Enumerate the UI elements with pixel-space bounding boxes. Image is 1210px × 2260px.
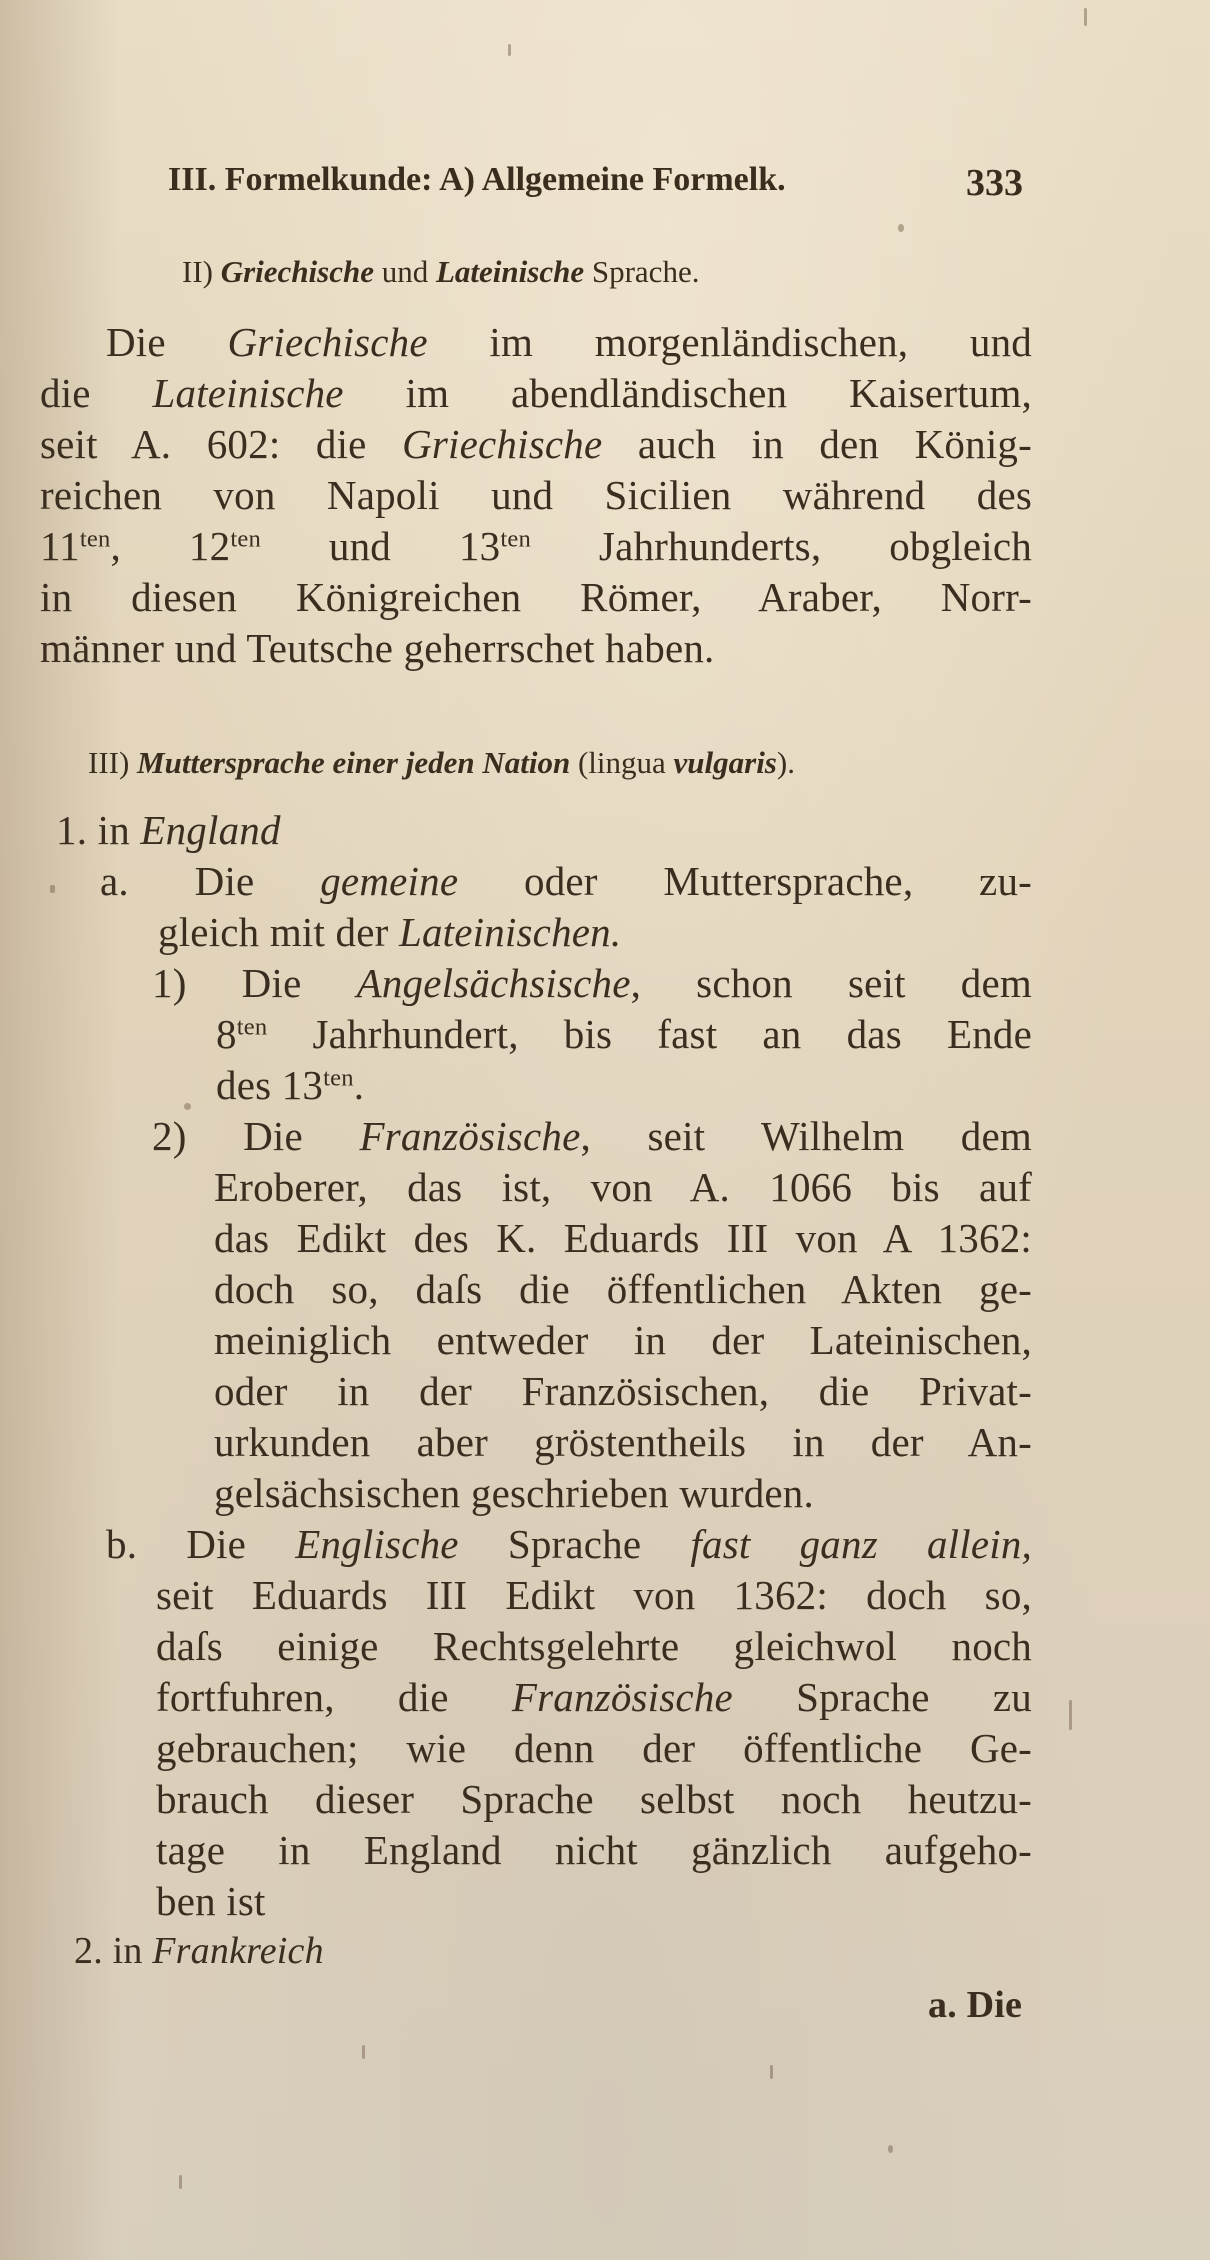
text-line: [214, 1164, 1032, 1210]
text: das Edikt des K. Eduards III von A 1362:: [214, 1215, 1032, 1261]
text-line: [158, 909, 622, 955]
heading-italic: Lateinische: [436, 254, 585, 289]
text-line: [100, 858, 1033, 904]
paper-speck: [179, 2175, 182, 2189]
list-item-england: [56, 807, 281, 853]
italic-text: fast ganz allein,: [690, 1521, 1032, 1567]
text: Jahrhunderts, obgleich: [531, 523, 1032, 569]
section-heading-ii: [182, 256, 699, 287]
text: tage in England nicht gänzlich aufgeho-: [156, 1827, 1032, 1873]
catchword: [928, 1986, 1022, 2024]
page-number-text: 333: [966, 162, 1023, 204]
heading-italic: Muttersprache einer jeden Nation: [137, 745, 571, 780]
italic-text: Griechische: [402, 421, 603, 467]
text: Jahrhundert, bis fast an das Ende: [267, 1011, 1032, 1057]
paper-speck: [1069, 1700, 1072, 1730]
text: und: [260, 523, 459, 569]
ordinal-number: 11: [40, 523, 80, 569]
section-label: III): [88, 745, 130, 780]
text-line: [156, 1776, 1032, 1822]
italic-text: Frankreich: [152, 1930, 324, 1972]
text: gelsächsischen geschrieben wurden.: [214, 1470, 814, 1516]
text: gleich mit der: [158, 909, 399, 955]
text: gebrauchen; wie denn der öffentliche Ge-: [156, 1725, 1032, 1771]
text: ,: [110, 523, 189, 569]
text: 2) Die: [152, 1113, 360, 1159]
paper-speck: [770, 2065, 773, 2079]
text-line: [106, 319, 1033, 365]
text-line: [40, 625, 715, 671]
text-line: [156, 1878, 266, 1924]
text-line: [40, 421, 1032, 467]
text: oder Muttersprache, zu-: [458, 858, 1033, 904]
text-line: [156, 1725, 1032, 1771]
text-line: [152, 960, 1032, 1006]
text: 1) Die: [152, 960, 357, 1006]
text: in diesen Königreichen Römer, Araber, Norr-: [40, 574, 1032, 620]
text: brauch dieser Sprache selbst noch heutzu-: [156, 1776, 1032, 1822]
text: b. Die: [106, 1521, 296, 1567]
text-line: [216, 1011, 1032, 1057]
text-line: [214, 1215, 1032, 1261]
page-number: [966, 164, 1023, 202]
section-label: II): [182, 254, 213, 289]
heading-text: ).: [776, 745, 795, 780]
ordinal-number: 8: [216, 1011, 237, 1057]
text: seit Eduards III Edikt von 1362: doch so,: [156, 1572, 1032, 1618]
text: Sprache zu: [732, 1674, 1032, 1720]
heading-text: und: [381, 254, 429, 289]
heading-text: (lingua: [570, 745, 674, 780]
text-line: [156, 1674, 1032, 1720]
ordinal-number: 12: [188, 523, 231, 569]
text-line: [40, 472, 1032, 518]
paper-speck: [508, 44, 511, 56]
paper-speck: [1084, 8, 1087, 26]
text: ben ist: [156, 1878, 266, 1924]
text: urkunden aber gröstentheils in der An-: [214, 1419, 1032, 1465]
text-line: [156, 1572, 1032, 1618]
italic-text: Englische: [295, 1521, 459, 1567]
text: oder in der Französischen, die Privat-: [214, 1368, 1032, 1414]
text: reichen von Napoli und Sicilien während des: [40, 472, 1032, 518]
italic-text: gemeine: [320, 858, 459, 904]
paper-speck: [184, 1103, 191, 1110]
italic-text: Lateinischen.: [398, 909, 622, 955]
italic-text: England: [140, 807, 281, 853]
ordinal-number: 13: [281, 1062, 324, 1108]
text-line: [156, 1827, 1032, 1873]
italic-text: Angelsächsische: [356, 960, 631, 1006]
italic-text: Französische: [511, 1674, 733, 1720]
italic-text: Lateinische: [152, 370, 344, 416]
ordinal-suffix: ten: [500, 525, 531, 553]
ordinal-suffix: ten: [230, 525, 261, 553]
text-line: [152, 1113, 1032, 1159]
text: männer und Teutsche geherrschet haben.: [40, 625, 715, 671]
running-title-text: III. Formelkunde: A) Allgemeine Formelk.: [168, 161, 786, 198]
text-line: [40, 523, 1032, 569]
text: meiniglich entweder in der Lateinischen,: [214, 1317, 1032, 1363]
text: Die: [106, 319, 228, 365]
paper-speck: [898, 224, 904, 232]
italic-text: Griechische: [227, 319, 428, 365]
running-title: [168, 163, 786, 197]
text-line: [214, 1419, 1032, 1465]
text: im abendländischen Kaisertum,: [343, 370, 1033, 416]
text: auch in den König-: [602, 421, 1032, 467]
text: in: [87, 807, 141, 853]
text: Eroberer, das ist, von A. 1066 bis auf: [214, 1164, 1032, 1210]
heading-italic: vulgaris: [673, 745, 777, 780]
list-number: 1.: [56, 807, 88, 853]
text-line: [106, 1521, 1032, 1567]
text-line: [214, 1266, 1032, 1312]
text-line: [216, 1062, 365, 1108]
heading-text: Sprache.: [591, 254, 700, 289]
text: Sprache: [458, 1521, 691, 1567]
text: in: [102, 1930, 153, 1972]
list-number: 2.: [74, 1930, 103, 1972]
text-line: [214, 1470, 814, 1516]
catchword-text: a. Die: [928, 1984, 1023, 2026]
text-line: [214, 1317, 1032, 1363]
paper-speck: [50, 885, 55, 893]
text: im morgenländischen, und: [427, 319, 1033, 365]
text: die: [40, 370, 153, 416]
paper-speck: [888, 2145, 893, 2153]
text-line: [40, 370, 1033, 416]
heading-italic: Griechische: [220, 254, 374, 289]
text: doch so, daſs die öffentlichen Akten ge-: [214, 1266, 1032, 1312]
text-line: [214, 1368, 1032, 1414]
text: seit A. 602: die: [40, 421, 403, 467]
text-line: [156, 1623, 1032, 1669]
paper-speck: [362, 2045, 365, 2059]
text: , seit Wilhelm dem: [580, 1113, 1032, 1159]
text: .: [353, 1062, 365, 1108]
text: daſs einige Rechtsgelehrte gleichwol noch: [156, 1623, 1032, 1669]
list-item-frankreich: [74, 1932, 324, 1970]
italic-text: Französische: [359, 1113, 581, 1159]
section-heading-iii: [88, 747, 795, 778]
ordinal-number: 13: [458, 523, 501, 569]
text: fortfuhren, die: [156, 1674, 512, 1720]
ordinal-suffix: ten: [236, 1013, 268, 1041]
ordinal-suffix: ten: [323, 1064, 354, 1092]
text: des: [216, 1062, 282, 1108]
text: , schon seit dem: [630, 960, 1032, 1006]
text-line: [40, 574, 1032, 620]
text: a. Die: [100, 858, 321, 904]
ordinal-suffix: ten: [79, 525, 111, 553]
